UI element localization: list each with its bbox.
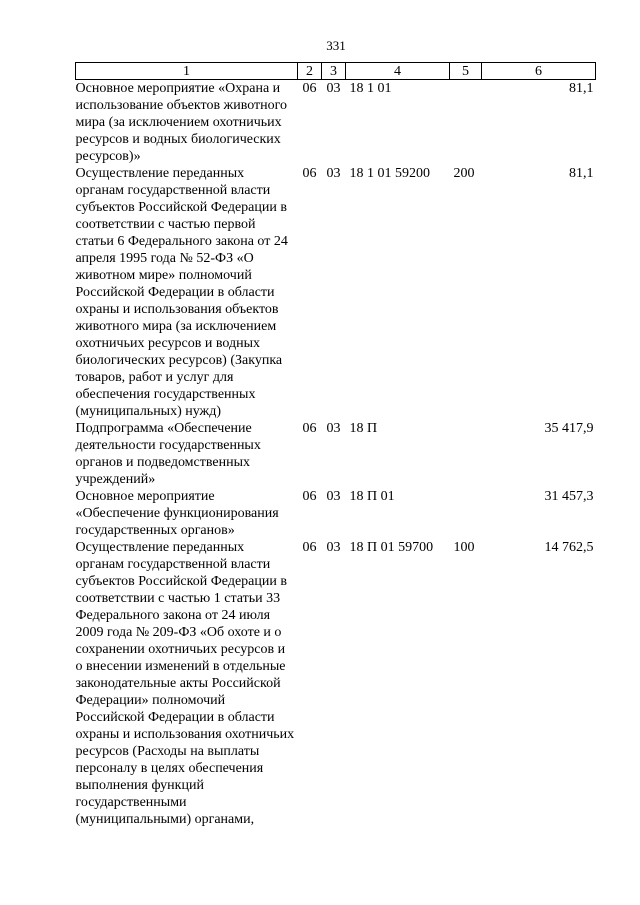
table-row [76,488,596,539]
row-amount: 81,1 [569,166,594,181]
row-section: 06 [302,166,317,181]
row-section: 06 [302,421,317,436]
header-col-subsection: 3 [322,63,346,80]
row-expense-type [450,420,482,488]
row-target-article: 18 1 01 59200 [349,166,430,181]
row-name: Подпрограмма «Обеспечение деятельности государственных органов и подведомственных учреждений» [75,421,261,487]
row-expense-type: 200 [453,166,475,181]
row-amount: 14 762,5 [544,540,594,555]
table-row [76,539,596,828]
row-subsection: 03 [326,540,341,555]
row-subsection: 03 [326,166,341,181]
header-col-section: 2 [298,63,322,80]
row-expense-type [450,488,482,539]
header-row [76,63,596,80]
row-expense-type: 100 [453,540,475,555]
row-section: 06 [302,81,317,96]
row-target-article: 18 1 01 [349,81,392,96]
row-section: 06 [302,540,317,555]
table-row [76,165,596,420]
table-row [76,80,596,166]
row-section: 06 [302,489,317,504]
row-target-article: 18 П 01 [349,489,395,504]
row-amount: 81,1 [569,81,594,96]
header-col-expense-type: 5 [450,63,482,80]
row-subsection: 03 [326,81,341,96]
header-col-name: 1 [76,63,298,80]
header-col-amount: 6 [482,63,596,80]
header-col-target-article: 4 [346,63,450,80]
row-name: Осуществление переданных органам государственной власти субъектов Российской Федерации в соответствии с частью первой статьи 6 Федерального закона от 24 апреля 1995 года № 52-ФЗ «О животном мире» полномочий Российской Федерации в области охраны и использования объектов животного мира (за исключением охотничьих ресурсов и водных биологических ресурсов) (Закупка товаров, работ и услуг для обеспечения государственных (муниципальных) нужд) [75,166,288,419]
page-number: 331 [326,38,346,53]
row-target-article: 18 П 01 59700 [349,540,434,555]
row-name: Осуществление переданных органам государственной власти субъектов Российской Федерации в соответствии с частью 1 статьи 33 Федерального закона от 24 июля 2009 года № 209-ФЗ «Об охоте и о сохранении охотничьих ресурсов и о внесении изменений в отдельные законодательные акты Российской Федерации» полномочий Российской Федерации в области охраны и использования охотничьих ресурсов (Расходы на выплаты персоналу в целях обеспечения выполнения функций государственными (муниципальными) органами, [75,540,295,827]
row-amount: 31 457,3 [544,489,594,504]
row-target-article: 18 П [349,421,378,436]
table-row [76,420,596,488]
row-name: Основное мероприятие «Охрана и использование объектов животного мира (за исключением охотничьих ресурсов и водных биологических ресурсов)» [75,81,288,164]
row-amount: 35 417,9 [544,421,594,436]
row-expense-type [450,80,482,166]
row-name: Основное мероприятие «Обеспечение функционирования государственных органов» [75,489,279,538]
row-subsection: 03 [326,421,341,436]
row-subsection: 03 [326,489,341,504]
budget-table [75,62,596,828]
